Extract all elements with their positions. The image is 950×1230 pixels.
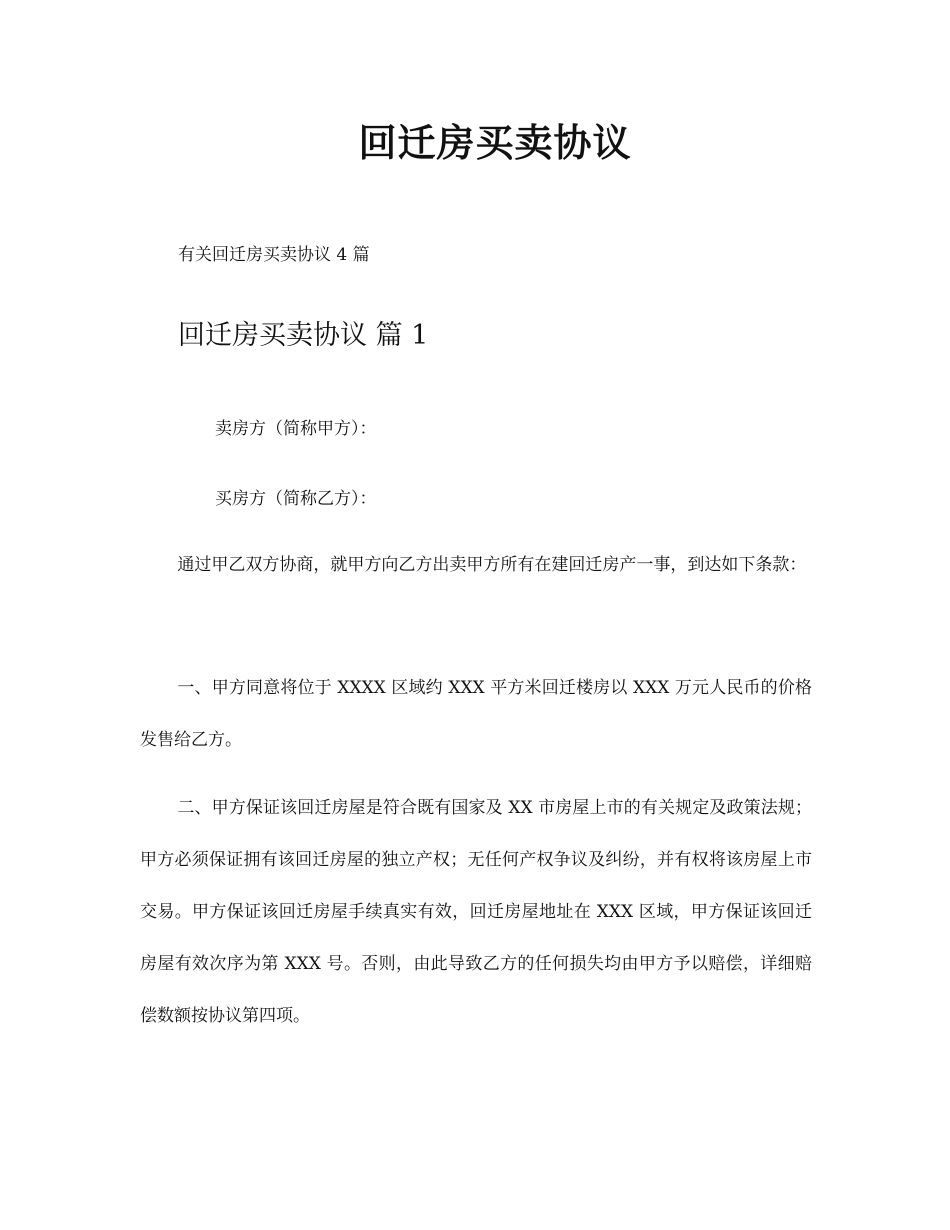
paragraph-clause-1: 一、甲方同意将位于 XXXX 区域约 XXX 平方米回迁楼房以 XXX 万元人民币的价格发售给乙方。 xyxy=(140,678,812,750)
paragraph-clause-2: 二、甲方保证该回迁房屋是符合既有国家及 XX 市房屋上市的有关规定及政策法规；甲方必须保证拥有该回迁房屋的独立产权；无任何产权争议及纠纷，并有权将该房屋上市交易。甲方保证该回迁房屋手续真实有效，回迁房屋地址在 XXX 区域，甲方保证该回迁房屋有效次序为第 XXX 号。否则，由此导致乙方的任何损失均由甲方予以赔偿，详细赔偿数额按协议第四项。 xyxy=(140,798,812,1026)
seller-line: 卖房方（简称甲方）： xyxy=(215,419,377,439)
section-heading: 回迁房买卖协议 篇 1 xyxy=(178,320,429,351)
document-subtitle: 有关回迁房买卖协议 4 篇 xyxy=(178,245,370,265)
document-title: 回迁房买卖协议 xyxy=(358,120,632,165)
buyer-line: 买房方（简称乙方）： xyxy=(215,489,377,509)
paragraph-intro: 通过甲乙双方协商，就甲方向乙方出卖甲方所有在建回迁房产一事，到达如下条款： xyxy=(177,555,807,575)
